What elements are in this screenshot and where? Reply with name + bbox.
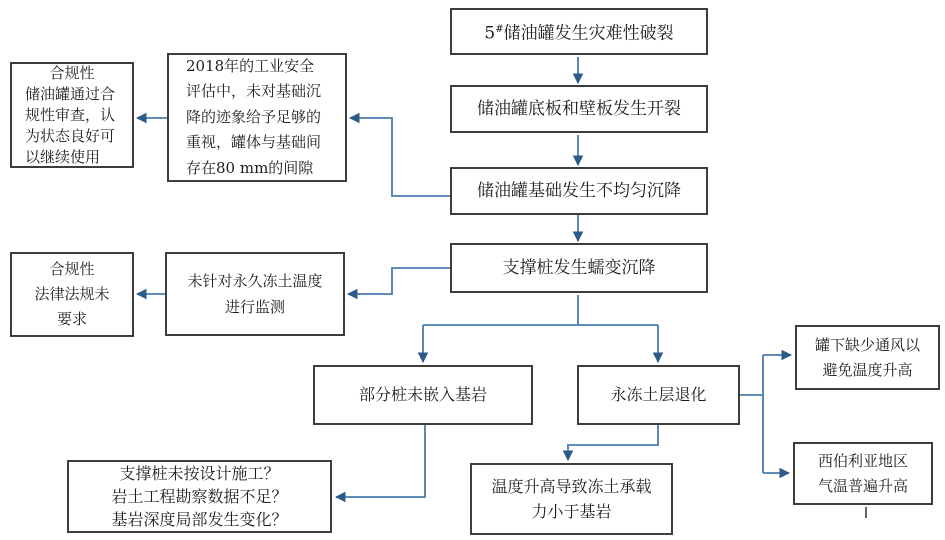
node-top-event xyxy=(450,8,708,55)
node-construction-questions xyxy=(67,460,332,533)
connector-permafrost-to-temperature xyxy=(568,425,658,460)
node-label: 合规性 xyxy=(49,260,95,278)
node-creep xyxy=(450,243,708,293)
node-no-ventilation xyxy=(795,325,940,390)
node-label: 基岩深度局部发生变化？ xyxy=(111,510,288,529)
node-label: 温度升高导致冻土承载力小于基岩 xyxy=(491,477,652,521)
node-label: 未针对永久冻土温度进行监测 xyxy=(187,272,323,316)
node-label: 储油罐底板和壁板发生开裂 xyxy=(477,98,681,119)
node-label: 储油罐基础发生不均匀沉降 xyxy=(477,180,681,201)
node-label: 要求 xyxy=(56,310,87,328)
node-assessment-2018 xyxy=(167,53,347,182)
node-label: 合规性 储油罐通过合规性审查，认为状态良好可以继续使用 xyxy=(25,63,116,166)
connector-settlement-to-assessment xyxy=(350,118,450,196)
node-label: 岩土工程勘察数据不足？ xyxy=(111,487,288,506)
node-label: 部分桩未嵌入基岩 xyxy=(358,385,487,404)
node-label: 支撑桩发生蠕变沉降 xyxy=(502,257,656,278)
node-label: 法律法规未 xyxy=(34,285,110,303)
connector-creep-to-no-monitoring xyxy=(348,268,450,294)
node-label: 永冻土层退化 xyxy=(610,385,707,404)
node-label: 2018年的工业安全评估中，未对基础沉降的迹象给予足够的重视，罐体与基础间存在80 mm的间隙 xyxy=(186,56,322,177)
node-label: 5#储油罐发生灾难性破裂 xyxy=(484,23,674,44)
node-label: 支撑桩未按设计施工？ xyxy=(119,464,280,483)
node-compliance-law xyxy=(10,252,134,337)
node-label: 罐下缺少通风以避免温度升高 xyxy=(814,335,920,379)
connector-piles-to-questions xyxy=(336,425,425,497)
node-no-monitoring xyxy=(165,252,345,336)
node-label: 西伯利亚地区气温普遍升高 xyxy=(817,451,908,495)
node-crack xyxy=(450,85,708,133)
node-settlement xyxy=(450,167,708,215)
node-permafrost-degradation xyxy=(577,365,740,425)
node-temperature-rise xyxy=(470,463,673,535)
node-siberia-warming xyxy=(793,442,933,505)
node-piles-not-embedded xyxy=(313,365,533,425)
node-compliance-review xyxy=(10,62,134,168)
